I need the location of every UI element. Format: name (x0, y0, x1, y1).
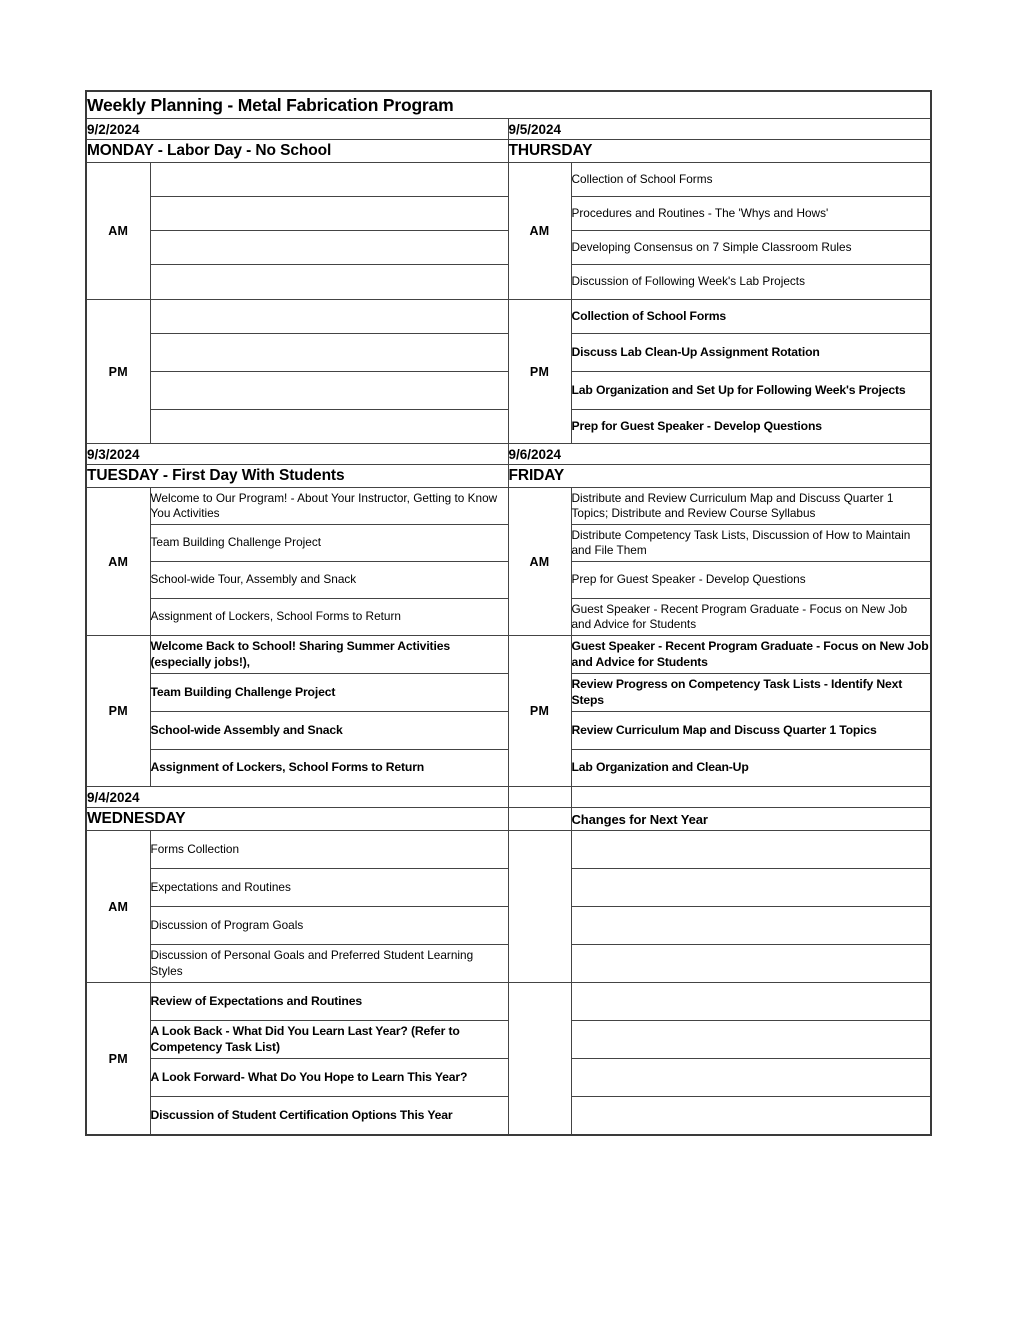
spacer-cell-date-2 (571, 787, 931, 808)
changes-pm-2 (571, 1021, 931, 1059)
activity-friday-am-2: Distribute Competency Task Lists, Discussion of How to Maintain and File Them (571, 525, 931, 562)
table-row (86, 163, 931, 197)
activity-wednesday-am-4: Discussion of Personal Goals and Preferred Student Learning Styles (150, 945, 508, 983)
changes-am-2 (571, 869, 931, 907)
activity-tuesday-am-3: School-wide Tour, Assembly and Snack (150, 562, 508, 599)
spacer-cell-date (508, 787, 571, 808)
activity-monday-am-1 (150, 163, 508, 197)
activity-friday-am-1: Distribute and Review Curriculum Map and Discuss Quarter 1 Topics; Distribute and Review Course Syllabus (571, 488, 931, 525)
activity-monday-am-3 (150, 231, 508, 265)
date-row-mon-thu (86, 119, 931, 140)
activity-thursday-pm-3: Lab Organization and Set Up for Following Week's Projects (571, 372, 931, 410)
date-tuesday: 9/3/2024 (86, 444, 508, 465)
table-row (86, 488, 931, 525)
changes-am-4 (571, 945, 931, 983)
activity-wednesday-am-3: Discussion of Program Goals (150, 907, 508, 945)
date-friday: 9/6/2024 (508, 444, 931, 465)
ampm-label-monday-pm: PM (86, 300, 150, 444)
activity-friday-pm-4: Lab Organization and Clean-Up (571, 750, 931, 787)
changes-for-next-year-header: Changes for Next Year (571, 808, 931, 831)
activity-friday-am-3: Prep for Guest Speaker - Develop Questions (571, 562, 931, 599)
activity-monday-am-2 (150, 197, 508, 231)
changes-pm-1 (571, 983, 931, 1021)
activity-wednesday-pm-4: Discussion of Student Certification Options This Year (150, 1097, 508, 1136)
ampm-label-wednesday-am: AM (86, 831, 150, 983)
activity-tuesday-am-4: Assignment of Lockers, School Forms to Return (150, 599, 508, 636)
date-wednesday: 9/4/2024 (86, 787, 508, 808)
day-row-tue-fri (86, 465, 931, 488)
day-heading-tuesday: TUESDAY - First Day With Students (86, 465, 508, 488)
activity-wednesday-pm-2: A Look Back - What Did You Learn Last Year? (Refer to Competency Task List) (150, 1021, 508, 1059)
page-title: Weekly Planning - Metal Fabrication Program (86, 91, 931, 119)
ampm-label-tuesday-pm: PM (86, 636, 150, 787)
activity-thursday-am-3: Developing Consensus on 7 Simple Classroom Rules (571, 231, 931, 265)
table-row (86, 831, 931, 869)
activity-tuesday-am-2: Team Building Challenge Project (150, 525, 508, 562)
activity-monday-pm-2 (150, 334, 508, 372)
date-thursday: 9/5/2024 (508, 119, 931, 140)
changes-spacer-pm (508, 983, 571, 1136)
table-row (86, 983, 931, 1021)
date-row-tue-fri (86, 444, 931, 465)
changes-am-3 (571, 907, 931, 945)
day-row-wed (86, 808, 931, 831)
activity-wednesday-pm-1: Review of Expectations and Routines (150, 983, 508, 1021)
changes-am-1 (571, 831, 931, 869)
changes-spacer-am (508, 831, 571, 983)
activity-monday-pm-1 (150, 300, 508, 334)
spacer-cell-day (508, 808, 571, 831)
table-row (86, 300, 931, 334)
activity-friday-am-4: Guest Speaker - Recent Program Graduate - Focus on New Job and Advice for Students (571, 599, 931, 636)
activity-monday-pm-3 (150, 372, 508, 410)
activity-tuesday-pm-4: Assignment of Lockers, School Forms to Return (150, 750, 508, 787)
activity-friday-pm-3: Review Curriculum Map and Discuss Quarter 1 Topics (571, 712, 931, 750)
ampm-label-monday-am: AM (86, 163, 150, 300)
activity-tuesday-pm-2: Team Building Challenge Project (150, 674, 508, 712)
activity-thursday-pm-2: Discuss Lab Clean-Up Assignment Rotation (571, 334, 931, 372)
day-heading-monday: MONDAY - Labor Day - No School (86, 140, 508, 163)
day-heading-wednesday: WEDNESDAY (86, 808, 508, 831)
title-row (86, 91, 931, 119)
activity-thursday-pm-1: Collection of School Forms (571, 300, 931, 334)
activity-wednesday-am-2: Expectations and Routines (150, 869, 508, 907)
ampm-label-friday-am: AM (508, 488, 571, 636)
date-monday: 9/2/2024 (86, 119, 508, 140)
ampm-label-thursday-pm: PM (508, 300, 571, 444)
date-row-wed (86, 787, 931, 808)
activity-monday-pm-4 (150, 410, 508, 444)
ampm-label-friday-pm: PM (508, 636, 571, 787)
activity-thursday-am-2: Procedures and Routines - The 'Whys and Hows' (571, 197, 931, 231)
day-heading-friday: FRIDAY (508, 465, 931, 488)
activity-tuesday-am-1: Welcome to Our Program! - About Your Instructor, Getting to Know You Activities (150, 488, 508, 525)
day-row-mon-thu (86, 140, 931, 163)
activity-friday-pm-2: Review Progress on Competency Task Lists - Identify Next Steps (571, 674, 931, 712)
changes-pm-4 (571, 1097, 931, 1136)
activity-monday-am-4 (150, 265, 508, 300)
table-row (86, 636, 931, 674)
ampm-label-wednesday-pm: PM (86, 983, 150, 1136)
changes-pm-3 (571, 1059, 931, 1097)
activity-thursday-am-4: Discussion of Following Week's Lab Projects (571, 265, 931, 300)
activity-tuesday-pm-3: School-wide Assembly and Snack (150, 712, 508, 750)
weekly-planning-table (85, 90, 932, 1136)
ampm-label-tuesday-am: AM (86, 488, 150, 636)
activity-friday-pm-1: Guest Speaker - Recent Program Graduate - Focus on New Job and Advice for Students (571, 636, 931, 674)
activity-thursday-pm-4: Prep for Guest Speaker - Develop Questions (571, 410, 931, 444)
activity-wednesday-pm-3: A Look Forward- What Do You Hope to Learn This Year? (150, 1059, 508, 1097)
day-heading-thursday: THURSDAY (508, 140, 931, 163)
activity-tuesday-pm-1: Welcome Back to School! Sharing Summer Activities (especially jobs!), (150, 636, 508, 674)
ampm-label-thursday-am: AM (508, 163, 571, 300)
activity-thursday-am-1: Collection of School Forms (571, 163, 931, 197)
activity-wednesday-am-1: Forms Collection (150, 831, 508, 869)
